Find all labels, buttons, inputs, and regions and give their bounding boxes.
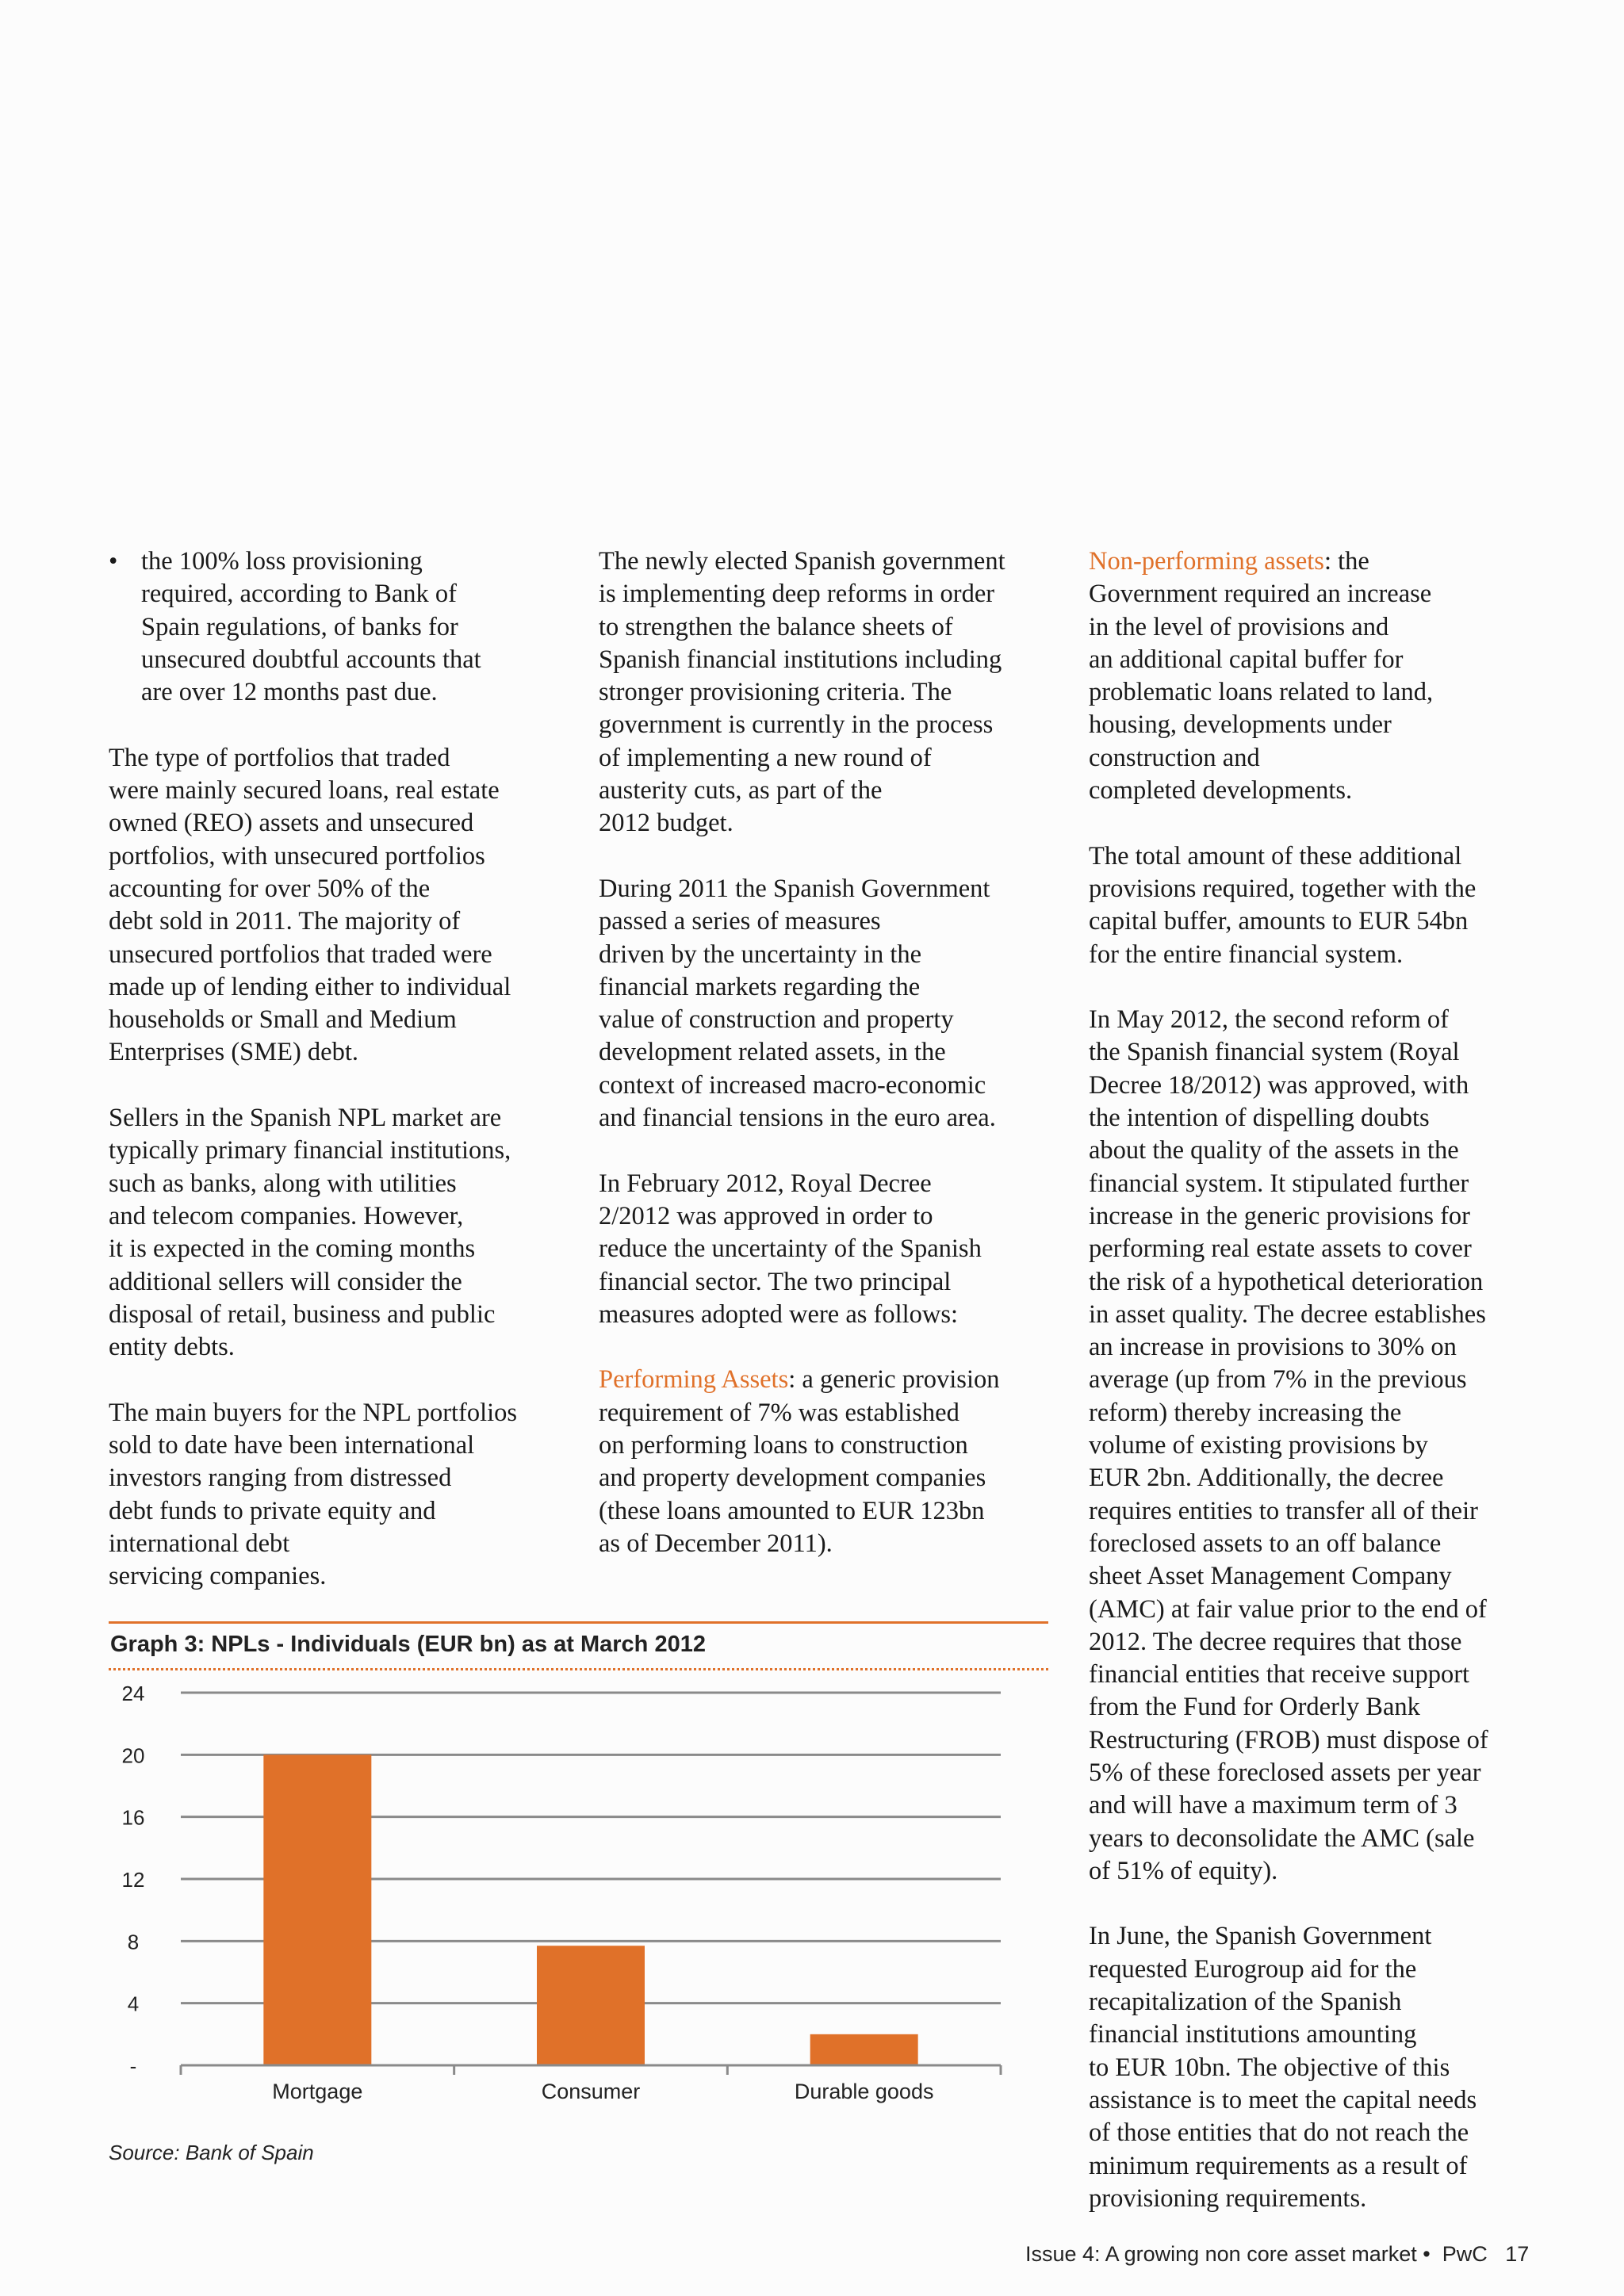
paragraph: The total amount of these additional provisions required, together with the capital buffer, amounts to EUR 54bn for the entire financial system. xyxy=(1089,841,1477,969)
x-tick-label: Durable goods xyxy=(794,2080,934,2103)
bar-mortgage xyxy=(263,1755,371,2065)
chart-dotted-rule xyxy=(109,1668,1048,1670)
chart-top-rule xyxy=(109,1621,1048,1624)
paragraph: In May 2012, the second reform of the Spanish financial system (Royal Decree 18/2012) was approved, with the intention of dispelling doubts about the quality of the assets in the financial system. It stipulated further increase in the generic provisions for performing real estate assets to cover the risk of a hypothetical deterioration in asset quality. The decree establishes an increase in provisions to 30% on average (up from 7% in the previous reform) thereby increasing the volume of existing provisions by EUR 2bn. Additionally, the decree requires entities to transfer all of their foreclosed assets to an off balance sheet Asset Management Company (AMC) at fair value prior to the end of 2012. The decree requires that those financial entities that receive support from the Fund for Orderly Bank Restructuring (FROB) must dispose of 5% of these foreclosed assets per year and will have a maximum term of 3 years to deconsolidate the AMC (sale of 51% of equity). xyxy=(1089,1005,1488,1885)
paragraph: The type of portfolios that traded were mainly secured loans, real estate owned (REO) assets and unsecured portfolios, with unsecured portfolios accounting for over 50% of the debt sold in 2011. The majority of unsecured portfolios that traded were made up of lending either to individual households or Small and Medium Enterprises (SME) debt. xyxy=(109,743,511,1067)
x-tick-label: Consumer xyxy=(541,2080,641,2103)
paragraph: In June, the Spanish Government requested Eurogroup aid for the recapitalization of the Spanish financial institutions amounting to EUR 10bn. The objective of this assistance is to meet the capital needs of those entities that do not reach the minimum requirements as a result of provisioning requirements. xyxy=(1089,1922,1477,2213)
bar-chart xyxy=(103,1673,1055,2117)
paragraph: Sellers in the Spanish NPL market are typically primary financial institutions, such as banks, along with utilities and telecom companies. However, it is expected in the coming months additional sellers will consider the disposal of retail, business and public entity debts. xyxy=(109,1104,511,1362)
y-tick-label: 12 xyxy=(121,1868,145,1892)
performing-assets-paragraph xyxy=(599,1364,1074,1560)
nonperforming-assets-paragraph xyxy=(1089,545,1565,807)
y-tick-label: 8 xyxy=(127,1930,140,1954)
y-tick-label: 16 xyxy=(121,1805,145,1830)
chart-source: Source: Bank of Spain xyxy=(109,2141,314,2164)
x-tick-label: Mortgage xyxy=(272,2080,363,2103)
bullet-icon: • xyxy=(109,547,118,576)
performing-assets-text: : a generic provision requirement of 7% was established on performing loans to construction and property development companies (these loans amounted to EUR 123bn as of December 2011). xyxy=(599,1365,1000,1558)
page-footer: Issue 4: A growing non core asset market • PwC 17 xyxy=(1025,2242,1530,2266)
bullet-text: the 100% loss provisioning required, according to Bank of Spain regulations, of banks for unsecured doubtful accounts that are over 12 months past due. xyxy=(141,547,481,707)
paragraph: The newly elected Spanish government is implementing deep reforms in order to strengthen the balance sheets of Spanish financial institutions including stronger provisioning criteria. The government is currently in the process of implementing a new round of austerity cuts, as part of the 2012 budget. xyxy=(599,547,1005,838)
paragraph: In February 2012, Royal Decree 2/2012 was approved in order to reduce the uncertainty of the Spanish financial sector. The two principal measures adopted were as follows: xyxy=(599,1169,982,1329)
paragraph: During 2011 the Spanish Government passed a series of measures driven by the uncertainty in the financial markets regarding the value of construction and property development related assets, in the context of increased macro-economic and financial tensions in the euro area. xyxy=(599,874,996,1133)
chart-title: Graph 3: NPLs - Individuals (EUR bn) as at March 2012 xyxy=(110,1632,706,1657)
y-tick-label: 20 xyxy=(121,1743,145,1768)
bullet-item xyxy=(109,545,584,709)
paragraph: The main buyers for the NPL portfolios sold to date have been international investors ranging from distressed debt funds to private equity and international debt servicing companies. xyxy=(109,1398,518,1591)
performing-assets-label: Performing Assets xyxy=(599,1365,789,1395)
bar-consumer xyxy=(537,1946,645,2065)
column-1 xyxy=(109,545,584,1626)
nonperforming-assets-text: : the Government required an increase in the level of provisions and an additional capital buffer for problematic loans related to land, housing, developments under construction and completed developments. xyxy=(1089,547,1434,806)
y-tick-label: - xyxy=(129,2054,137,2078)
column-3 xyxy=(1089,545,1565,2248)
y-tick-label: 24 xyxy=(121,1682,145,1705)
nonperforming-assets-label: Non-performing assets xyxy=(1089,547,1324,576)
column-2 xyxy=(599,545,1074,1594)
bar-durable-goods xyxy=(810,2034,918,2065)
y-tick-label: 4 xyxy=(127,1992,140,2016)
